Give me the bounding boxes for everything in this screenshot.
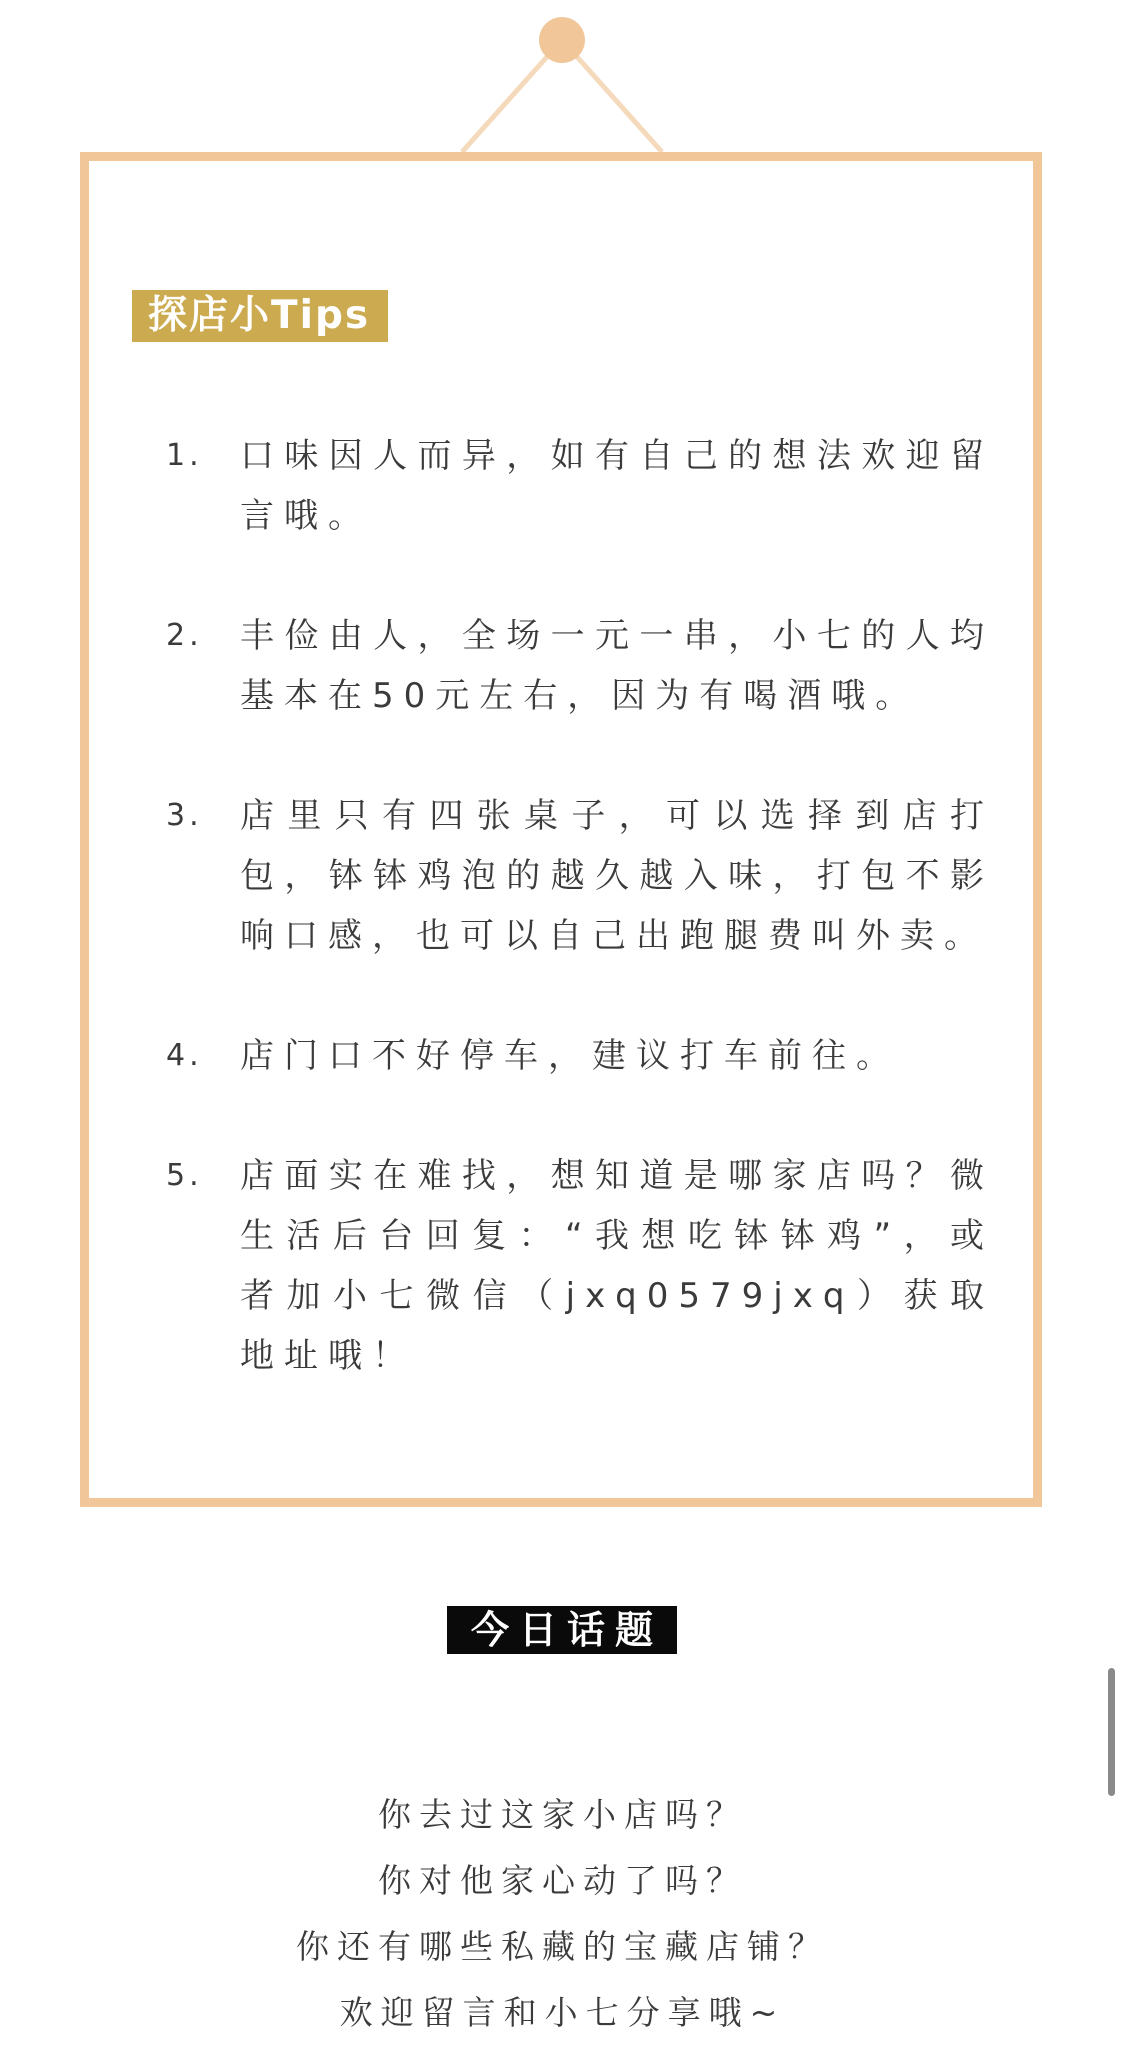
question-line: 你对他家心动了吗？	[378, 1861, 747, 1900]
topic-badge: 今日话题	[447, 1606, 677, 1654]
tip-text: 丰俭由人，全场一元一串，小七的人均基本在50元左右，因为有喝酒哦。	[240, 616, 994, 716]
tip-number: 3.	[166, 798, 203, 833]
tip-item-3	[160, 786, 994, 966]
tips-list	[160, 426, 994, 1446]
hanger-nail	[539, 17, 585, 63]
tip-item-2	[160, 606, 994, 726]
tip-number: 5.	[166, 1158, 203, 1193]
question-line: 你去过这家小店吗？	[378, 1795, 747, 1834]
tips-badge: 探店小Tips	[132, 290, 388, 342]
tip-number: 1.	[166, 438, 203, 473]
tip-number: 4.	[166, 1038, 203, 1073]
topic-questions	[0, 1782, 1125, 2046]
tip-item-1	[160, 426, 994, 546]
tip-text: 口味因人而异，如有自己的想法欢迎留言哦。	[240, 436, 994, 536]
tip-text: 店里只有四张桌子，可以选择到店打包，钵钵鸡泡的越久越入味，打包不影响口感，也可以自己出跑腿费叫外卖。	[240, 796, 994, 956]
tip-item-4	[160, 1026, 994, 1086]
tip-text: 店门口不好停车，建议打车前往。	[240, 1036, 900, 1076]
question-line: 你还有哪些私藏的宝藏店铺？	[296, 1927, 829, 1966]
scrollbar-thumb[interactable]	[1108, 1668, 1115, 1796]
tip-number: 2.	[166, 618, 203, 653]
frame-hanger-decoration	[0, 0, 1125, 160]
tip-item-5	[160, 1146, 994, 1386]
tip-text: 店面实在难找，想知道是哪家店吗？微生活后台回复：“我想吃钵钵鸡”，或者加小七微信（jxq0579jxq）获取地址哦！	[240, 1156, 994, 1376]
question-line: 欢迎留言和小七分享哦~	[339, 1993, 786, 2032]
